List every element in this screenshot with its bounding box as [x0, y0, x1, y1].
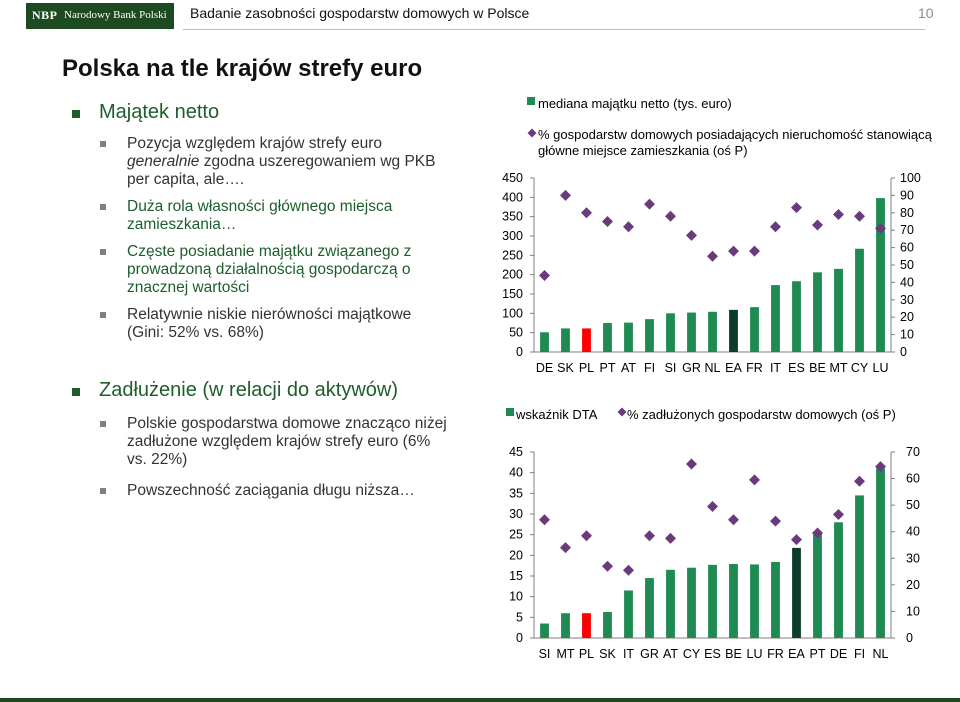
chart1-bar-es [792, 281, 801, 352]
chart2-right-tick-label: 10 [906, 604, 920, 619]
chart1-category-label: MT [829, 361, 848, 375]
chart2-marker-it [623, 565, 634, 576]
chart2-legend-bar-swatch [506, 408, 514, 416]
chart1-left-tick-label: 450 [502, 171, 523, 185]
chart1-bar-pl [582, 328, 591, 352]
chart2-legend-bar-label: wskaźnik DTA [516, 407, 598, 422]
chart1-right-tick-label: 20 [900, 310, 914, 325]
chart1-legend-marker-label-line: % gospodarstw domowych posiadających nieruchomość stanowiącą [538, 127, 932, 142]
chart1-left-tick-label: 50 [509, 325, 523, 340]
chart2-category-label: PL [578, 647, 595, 661]
bullet-inequality: Relatywnie niskie nierówności majątkowe (Gini: 52% vs. 68%) [100, 306, 447, 342]
chart1-left-tick-label: 350 [502, 209, 523, 224]
chart2-right-tick-label: 0 [906, 631, 913, 645]
chart1-bar-it [771, 285, 780, 352]
chart1-marker-ea [728, 246, 739, 257]
chart1-category-label: NL [704, 361, 721, 375]
chart2-category-label: CY [682, 647, 701, 661]
chart2-left-tick-label: 5 [516, 610, 523, 625]
chart1-left-tick-label: 300 [502, 229, 523, 243]
chart2-bar-fi [855, 495, 864, 638]
chart2-left-tick-label: 30 [509, 507, 523, 521]
chart1-category-label: CY [850, 361, 869, 375]
chart2-bar-es [708, 565, 717, 638]
chart2-bar-ea [792, 548, 801, 638]
chart2-legend-marker-swatch [618, 408, 627, 417]
chart1-marker-si [665, 211, 676, 222]
chart1-bar-de [540, 332, 549, 352]
chart2-marker-gr [644, 530, 655, 541]
bullet-business-assets: Częste posiadanie majątku związanego z prowadzoną działalnością gospodarczą o znacznej wartości [100, 243, 447, 297]
chart2-bar-lu [750, 564, 759, 638]
chart1-category-label: FI [643, 361, 656, 375]
chart1-category-label: BE [809, 361, 826, 375]
chart2-left-tick-label: 20 [509, 548, 523, 563]
chart2-bar-mt [561, 613, 570, 638]
chart2-category-label: NL [872, 647, 889, 661]
chart1-legend-marker-swatch [528, 129, 537, 138]
bullet-net-wealth: Majątek netto [72, 100, 482, 124]
chart1-legend-marker-label-line: główne miejsce zamieszkania (oś P) [538, 143, 748, 158]
chart1-bar-gr [687, 313, 696, 352]
chart2-category-label: FR [767, 647, 784, 661]
chart2-marker-sk [602, 561, 613, 572]
chart1-right-tick-label: 80 [900, 205, 914, 220]
footer-bar [0, 698, 960, 702]
chart1-right-tick-label: 40 [900, 275, 914, 290]
chart1-bar-lu [876, 198, 885, 352]
chart1-category-label: DE [535, 361, 554, 375]
chart2-marker-cy [686, 458, 697, 469]
chart2-marker-mt [560, 542, 571, 553]
chart1-left-tick-label: 250 [502, 248, 523, 263]
chart1-right-tick-label: 10 [900, 327, 914, 342]
chart2-bar-pl [582, 613, 591, 638]
chart2-legend-marker-label-line: % zadłużonych gospodarstw domowych (oś P) [627, 407, 896, 422]
chart2-category-label: IT [622, 647, 635, 661]
chart1-marker-it [770, 221, 781, 232]
bullet-debt-level: Polskie gospodarstwa domowe znacząco niżej zadłużone względem krajów strefy euro (6% vs. 22%) [100, 415, 447, 469]
chart2-marker-pl [581, 530, 592, 541]
chart1-bar-be [813, 272, 822, 352]
chart2-right-tick-label: 50 [906, 498, 920, 513]
chart1-marker-at [623, 221, 634, 232]
chart2-left-tick-label: 25 [509, 527, 523, 542]
chart2-legend-marker-label [627, 407, 896, 422]
chart2-marker-si [539, 514, 550, 525]
chart2-marker-fi [854, 476, 865, 487]
chart2-bar-be [729, 564, 738, 638]
chart2-category-label: MT [556, 647, 575, 661]
chart1-left-tick-label: 100 [502, 306, 523, 321]
chart1-category-label: AT [620, 361, 637, 375]
chart2-right-tick-label: 20 [906, 577, 920, 592]
bullet-wealth-ranking-text: Pozycja względem krajów strefy euro generalnie zgodna uszeregowaniem wg PKB per capita, ale…. [127, 135, 436, 188]
chart1-right-tick-label: 70 [900, 223, 914, 238]
chart2-bar-si [540, 624, 549, 638]
chart1-category-label: FR [746, 361, 763, 375]
chart1-right-tick-label: 0 [900, 345, 907, 359]
chart1-bar-fi [645, 319, 654, 352]
chart1-marker-mt [833, 209, 844, 220]
chart2-bar-it [624, 590, 633, 638]
chart2-marker-ea [791, 534, 802, 545]
chart1-marker-pl [581, 207, 592, 218]
chart1-category-label: EA [725, 361, 742, 375]
chart1-bar-fr [750, 307, 759, 352]
logo-bank-name: Narodowy Bank Polski [64, 9, 167, 21]
chart1-left-tick-label: 200 [502, 267, 523, 282]
chart2-bar-fr [771, 562, 780, 638]
bullet-debt: Zadłużenie (w relacji do aktywów) [72, 378, 482, 402]
chart1-category-label: LU [872, 361, 889, 375]
chart2-category-label: SK [599, 647, 616, 661]
chart1-category-label: GR [682, 361, 701, 375]
chart2-bar-pt [813, 533, 822, 638]
chart1-marker-de [539, 270, 550, 281]
chart1-bar-si [666, 313, 675, 352]
chart1-marker-be [812, 219, 823, 230]
chart1-category-label: PT [599, 361, 616, 375]
chart1-marker-sk [560, 190, 571, 201]
chart1-category-label: PL [578, 361, 595, 375]
chart2-category-label: LU [746, 647, 763, 661]
chart2-left-tick-label: 45 [509, 445, 523, 459]
chart1-right-tick-label: 100 [900, 171, 921, 185]
chart1-right-tick-label: 90 [900, 188, 914, 203]
chart2-category-label: EA [788, 647, 805, 661]
chart2-marker-fr [770, 516, 781, 527]
chart1-bar-at [624, 323, 633, 352]
chart2-bar-de [834, 522, 843, 638]
chart1-marker-gr [686, 230, 697, 241]
chart2-left-tick-label: 0 [516, 631, 523, 645]
chart2-category-label: PT [809, 647, 826, 661]
chart2-right-tick-label: 60 [906, 471, 920, 486]
chart2-category-label: DE [829, 647, 848, 661]
page-number: 10 [918, 5, 934, 21]
chart1-left-tick-label: 0 [516, 345, 523, 359]
bullet-main-residence: Duża rola własności głównego miejsca zamieszkania… [100, 198, 447, 234]
presentation-title: Badanie zasobności gospodarstw domowych w Polsce [190, 5, 530, 21]
chart1-marker-es [791, 202, 802, 213]
chart1-bar-pt [603, 323, 612, 352]
chart2-bar-at [666, 570, 675, 638]
emphasis-text: generalnie [127, 153, 200, 170]
chart1-marker-nl [707, 251, 718, 262]
bullet-debt-prevalence: Powszechność zaciągania długu niższa… [100, 482, 447, 500]
chart2-marker-lu [749, 474, 760, 485]
chart2-right-tick-label: 70 [906, 445, 920, 459]
chart1-category-label: ES [788, 361, 805, 375]
chart1-legend-bar-swatch [527, 97, 535, 105]
chart1-right-tick-label: 50 [900, 258, 914, 272]
slide-title: Polska na tle krajów strefy euro [62, 55, 423, 82]
chart1-bar-nl [708, 312, 717, 352]
chart1-category-label: SI [664, 361, 677, 375]
chart2-left-tick-label: 35 [509, 486, 523, 501]
chart2-marker-at [665, 533, 676, 544]
chart1-legend-bar-label: mediana majątku netto (tys. euro) [538, 96, 732, 111]
chart1-left-tick-label: 150 [502, 287, 523, 301]
chart1-category-label: SK [557, 361, 574, 375]
logo-nbp-text: NBP [32, 8, 58, 22]
chart2-left-tick-label: 10 [509, 589, 523, 604]
chart2-bar-sk [603, 612, 612, 638]
chart2-left-tick-label: 15 [509, 569, 523, 583]
chart2-right-tick-label: 40 [906, 524, 920, 539]
chart2-marker-be [728, 514, 739, 525]
chart1-bar-cy [855, 249, 864, 352]
chart1-bar-mt [834, 269, 843, 352]
chart2-category-label: AT [662, 647, 679, 661]
chart1-bar-ea [729, 310, 738, 352]
chart2-right-tick-label: 30 [906, 551, 920, 566]
chart1-category-label: IT [769, 361, 782, 375]
chart2-category-label: GR [640, 647, 659, 661]
chart2-left-tick-label: 40 [509, 465, 523, 480]
chart2-marker-de [833, 509, 844, 520]
chart2-category-label: FI [853, 647, 866, 661]
chart1-marker-pt [602, 216, 613, 227]
chart2-bar-gr [645, 578, 654, 638]
chart2-category-label: ES [704, 647, 721, 661]
chart1-left-tick-label: 400 [502, 190, 523, 205]
chart2-category-label: SI [538, 647, 551, 661]
chart1-right-tick-label: 60 [900, 240, 914, 255]
chart1-marker-fi [644, 199, 655, 210]
chart2-category-label: BE [725, 647, 742, 661]
chart1-marker-cy [854, 211, 865, 222]
chart1-right-tick-label: 30 [900, 292, 914, 307]
chart1-marker-fr [749, 246, 760, 257]
chart1-legend-marker-label [538, 127, 933, 158]
chart2-bar-nl [876, 469, 885, 638]
chart2-marker-es [707, 501, 718, 512]
chart2-bar-cy [687, 568, 696, 638]
chart1-bar-sk [561, 328, 570, 352]
